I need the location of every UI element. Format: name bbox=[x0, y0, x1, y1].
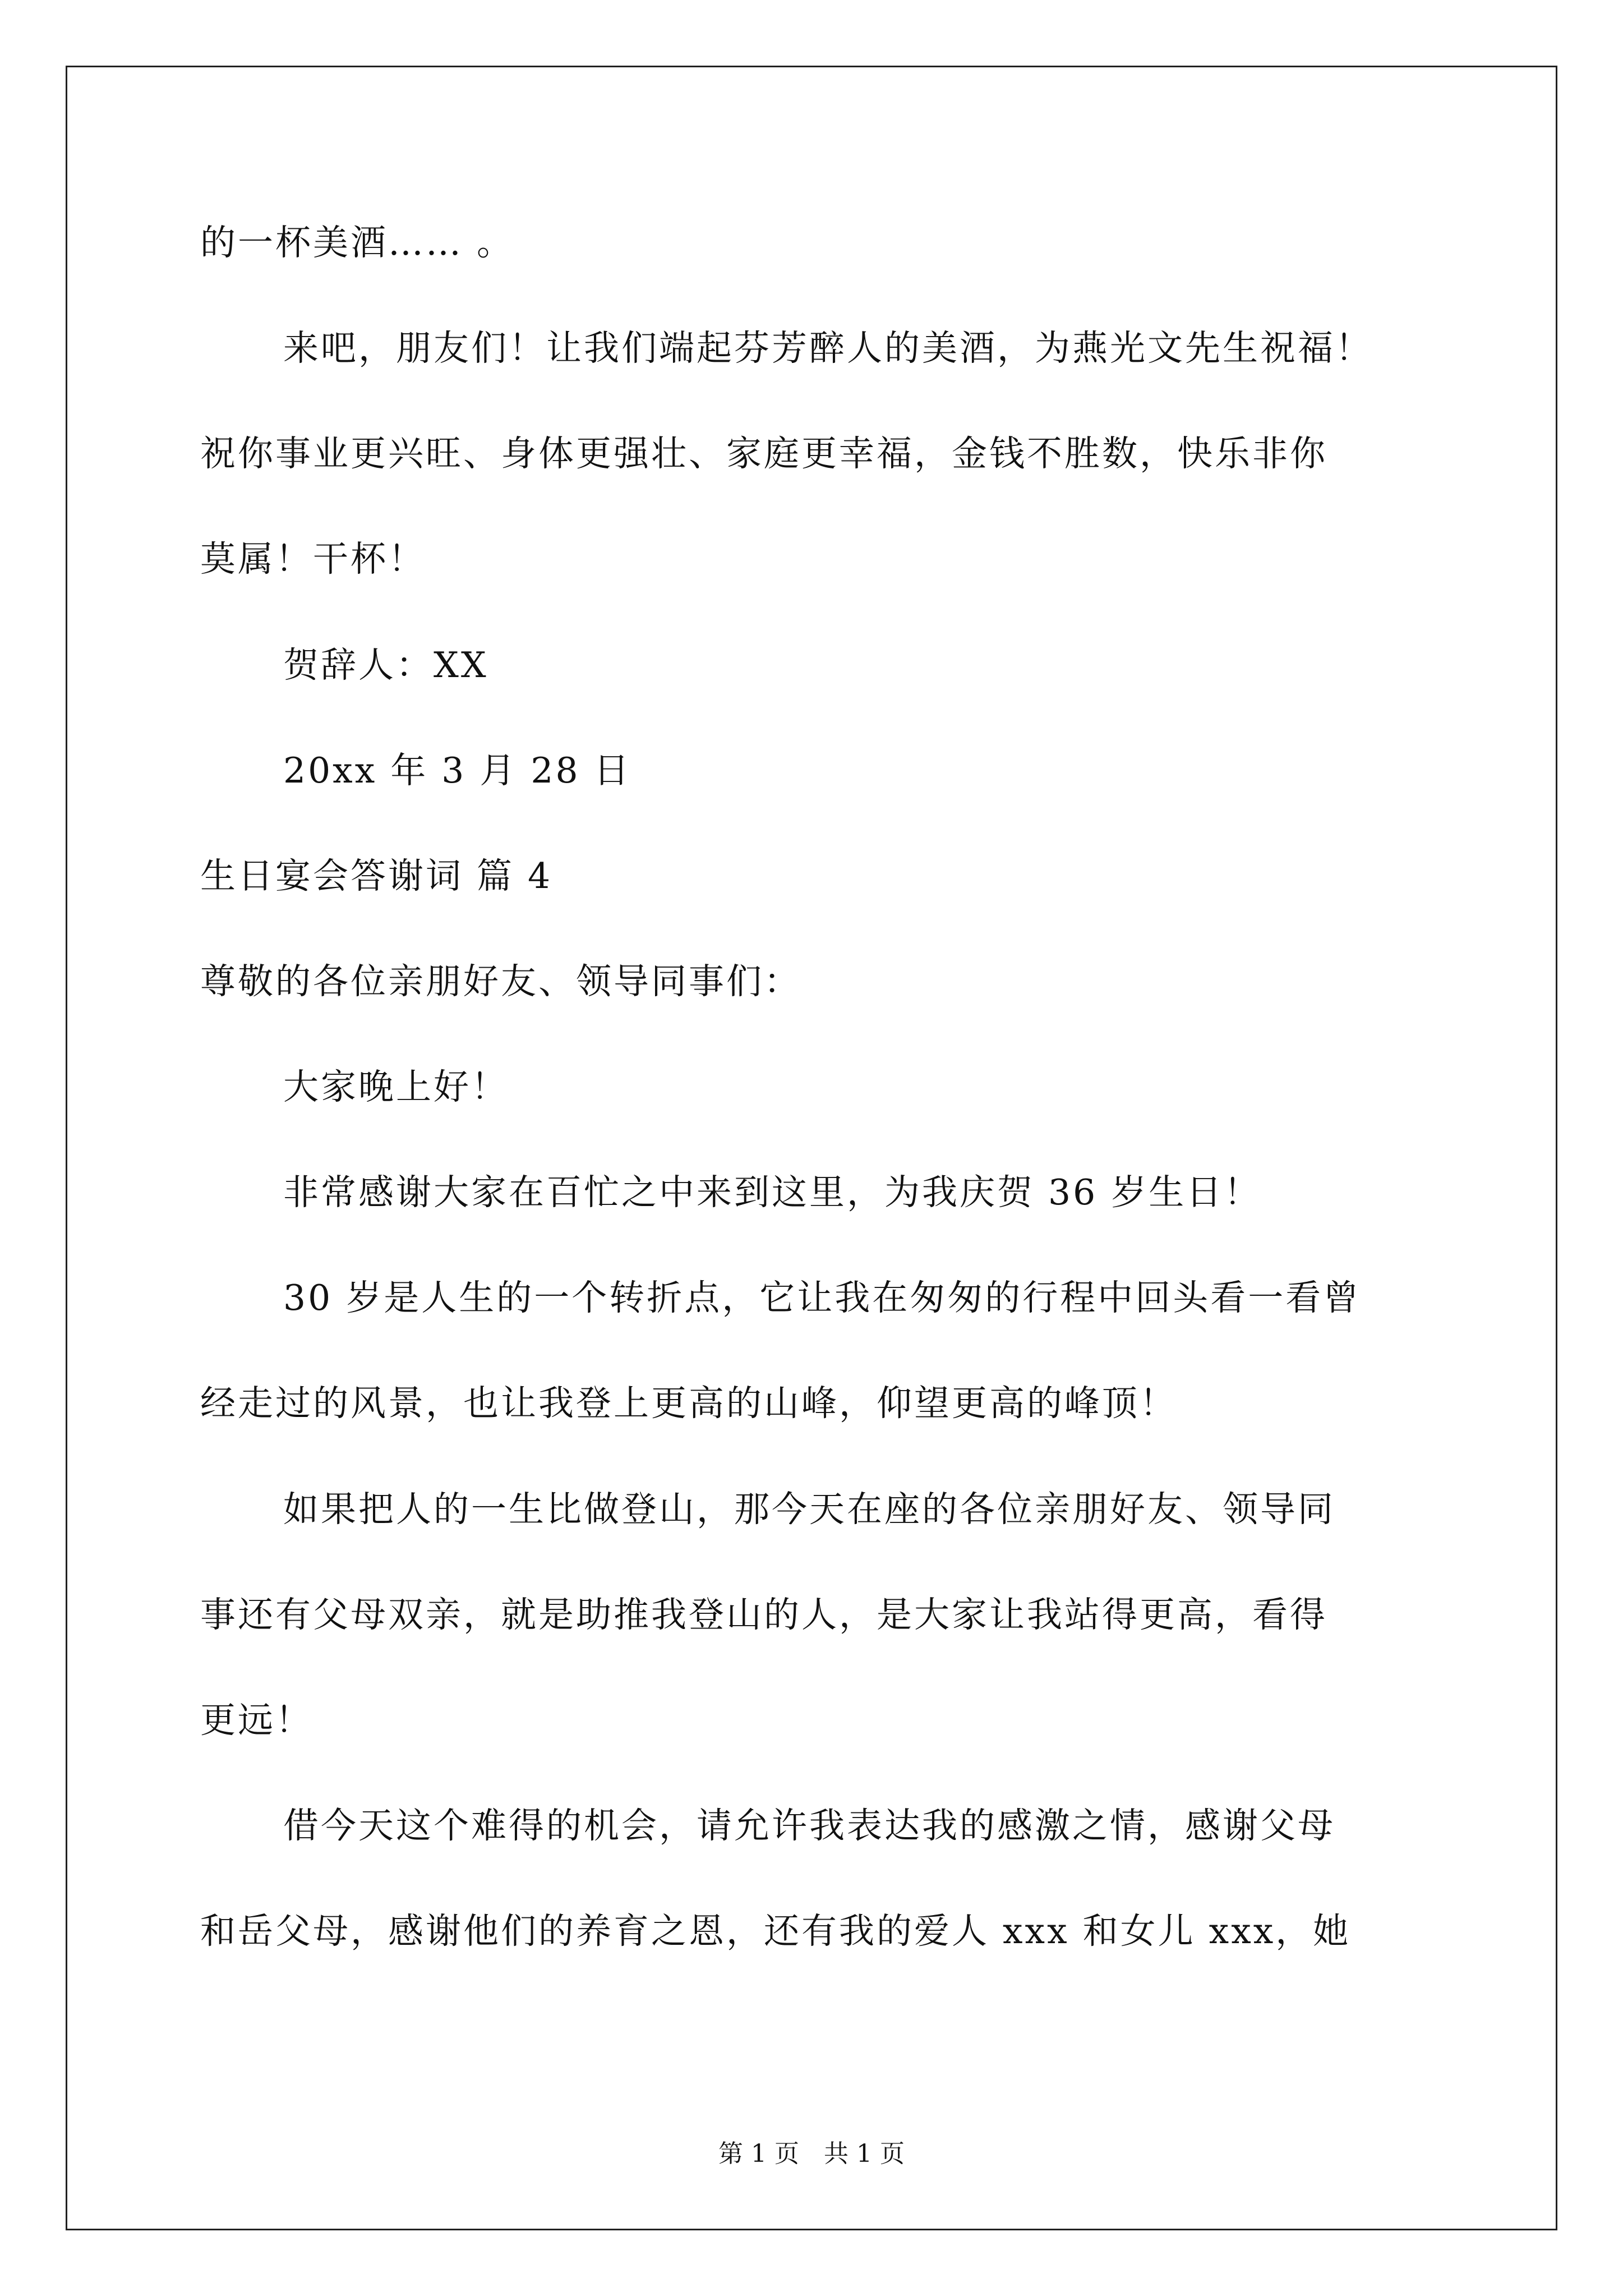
text-line: 如果把人的一生比做登山，那今天在座的各位亲朋好友、领导同 bbox=[283, 1489, 1335, 1530]
greeting: 大家晚上好！ bbox=[283, 1066, 509, 1107]
text-line: 祝你事业更兴旺、身体更强壮、家庭更幸福，金钱不胜数，快乐非你 bbox=[200, 433, 1327, 474]
text-line: 来吧，朋友们！让我们端起芬芳醉人的美酒，为燕光文先生祝福！ bbox=[283, 328, 1373, 369]
text-line: 的一杯美酒…… 。 bbox=[200, 222, 515, 263]
text-line: 和岳父母，感谢他们的养育之恩，还有我的爱人 xxx 和女儿 xxx，她 bbox=[200, 1911, 1351, 1952]
text-line: 30 岁是人生的一个转折点，它让我在匆匆的行程中回头看一看曾 bbox=[283, 1277, 1361, 1318]
date-line: 20xx 年 3 月 28 日 bbox=[283, 750, 631, 791]
salutation: 尊敬的各位亲朋好友、领导同事们： bbox=[200, 961, 801, 1002]
text-line: 借今天这个难得的机会，请允许我表达我的感激之情，感谢父母 bbox=[283, 1805, 1335, 1846]
page-footer: 第 1 页 共 1 页 bbox=[718, 2139, 905, 2168]
section-heading: 生日宴会答谢词 篇 4 bbox=[200, 855, 553, 896]
text-line: 经走过的风景，也让我登上更高的山峰，仰望更高的峰顶！ bbox=[200, 1383, 1177, 1424]
text-line: 非常感谢大家在百忙之中来到这里，为我庆贺 36 岁生日！ bbox=[283, 1172, 1262, 1213]
text-line: 事还有父母双亲，就是助推我登山的人，是大家让我站得更高，看得 bbox=[200, 1594, 1327, 1635]
text-line: 更远！ bbox=[200, 1700, 313, 1741]
text-line: 莫属！干杯！ bbox=[200, 539, 426, 579]
signature-line: 贺辞人：XX bbox=[283, 645, 488, 685]
